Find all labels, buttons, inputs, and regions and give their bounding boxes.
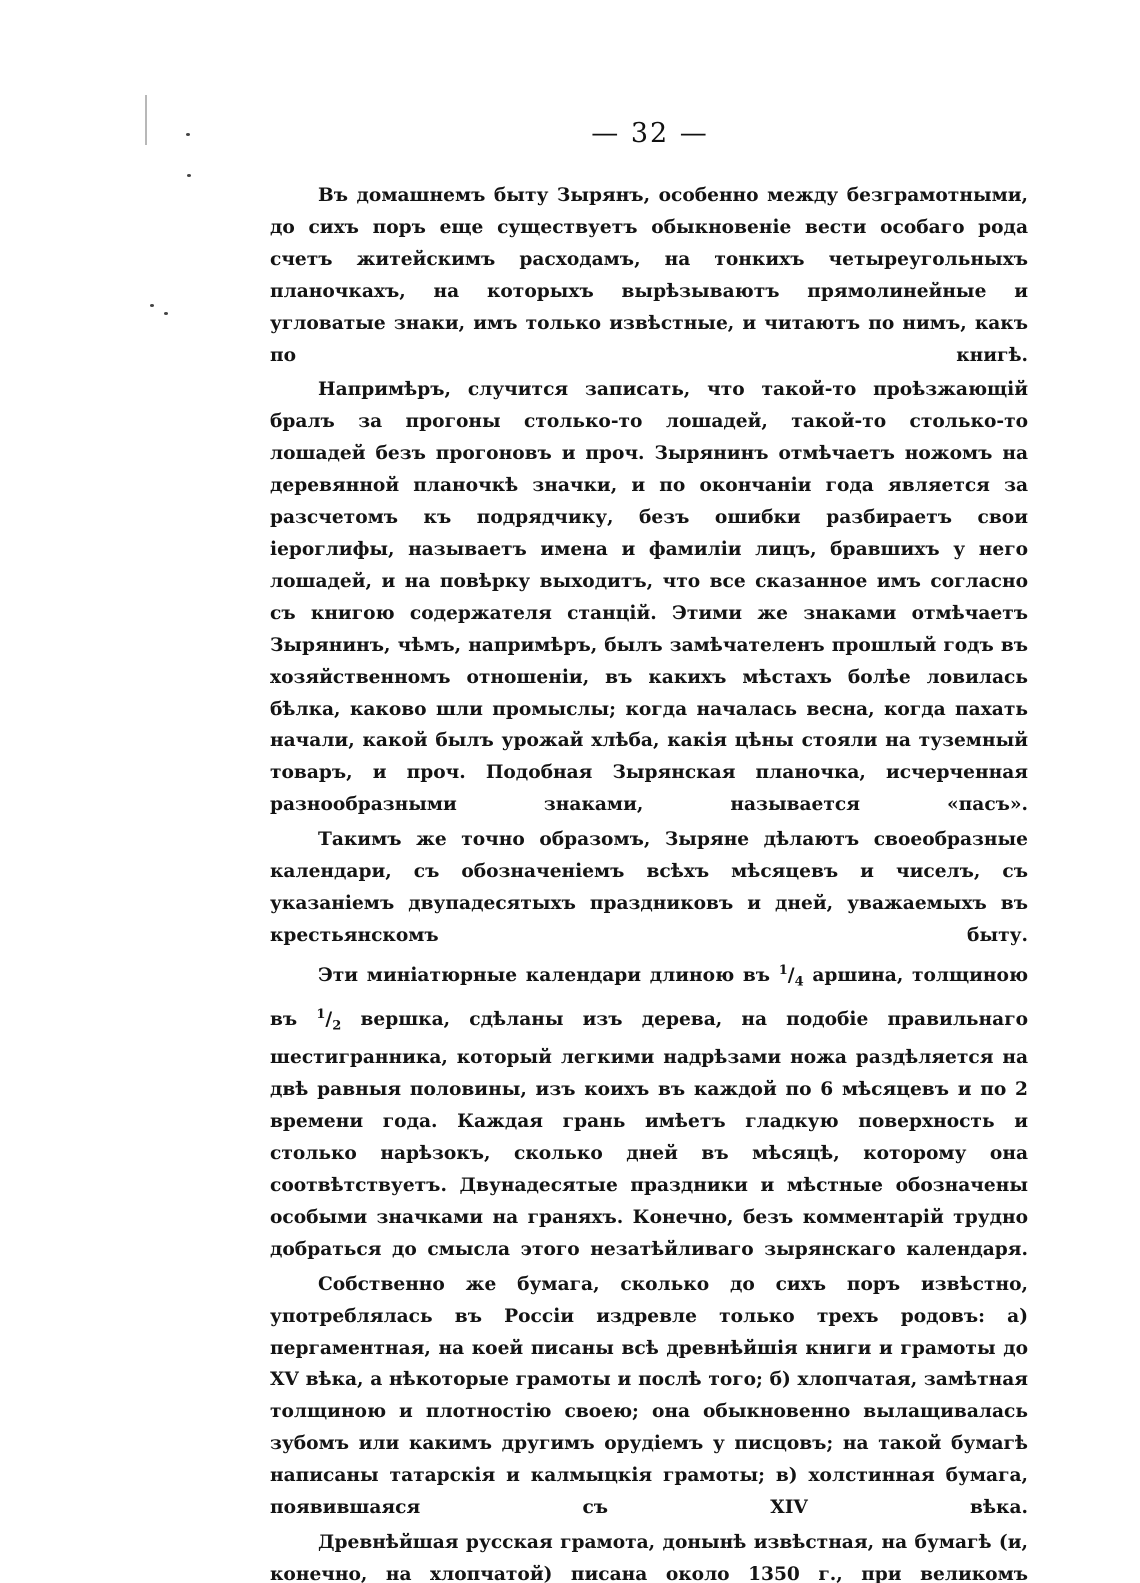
paragraph-text: аршина, толщиною въ [270, 964, 1029, 1030]
paragraph: Такимъ же точно образомъ, Зыряне дѣлаютъ своеобразные календари, съ обозначеніемъ всѣхъ мѣсяцевъ и чиселъ, съ указаніемъ двупадесятыхъ праздниковъ и дней, уважаемыхъ въ крестьянскомъ быту. [270, 829, 1028, 946]
print-speck [150, 304, 154, 307]
fraction-numerator: 1 [316, 1006, 326, 1022]
text-body [270, 180, 1028, 1583]
fraction-denominator: 2 [332, 1018, 342, 1034]
paragraph-with-fractions [270, 955, 1028, 1266]
print-speck [164, 312, 168, 315]
paragraph-text: вершка, сдѣланы изъ дерева, на подобіе правильнаго шестигранника, который легкими надрѣзами ножа раздѣляется на двѣ равныя половины, изъ коихъ въ каждой по 6 мѣсяцевъ и по 2 времени года. Каждая грань имѣетъ гладкую поверхность и столько нарѣзокъ, сколько дней въ мѣсяцѣ, которому она соотвѣтствуетъ. Двунадесятые праздники и мѣстные обозначены особыми значками на граняхъ. Конечно, безъ комментарій трудно добраться до смысла этого незатѣйливаго зырянскаго календаря. [270, 1008, 1028, 1260]
fraction-numerator: 1 [778, 962, 788, 978]
paragraph: Древнѣйшая русская грамота, донынѣ извѣстная, на бумагѣ (и, конечно, на хлопчатой) писана около 1350 г., при великомъ [270, 1531, 1028, 1583]
paragraph-text: Эти миніатюрные календари длиною въ [318, 964, 771, 986]
fraction-half: $^1/_2$ [316, 1006, 342, 1034]
paragraph: Въ домашнемъ быту Зырянъ, особенно между безграмотными, до сихъ поръ еще существуетъ обыкновеніе вести особаго рода счетъ житейскимъ расходамъ, на тонкихъ четыреугольныхъ планочкахъ, на которыхъ вырѣзываютъ прямолинейные и угловатые знаки, имъ только извѣстные, и читаютъ по нимъ, какъ по книгѣ. [270, 185, 1028, 366]
fraction-quarter: $^1/_4$ [778, 962, 804, 990]
page-number: — 32 — [591, 118, 709, 149]
paragraph: Напримѣръ, случится записать, что такой-то проѣзжающій бралъ за прогоны столько-то лошадей, такой-то столько-то лошадей безъ прогоновъ и проч. Зырянинъ отмѣчаетъ ножомъ на деревянной планочкѣ значки, и по окончаніи года является за разсчетомъ къ подрядчику, безъ ошибки разбираетъ свои іероглифы, называетъ имена и фамиліи лицъ, бравшихъ у него лошадей, и на повѣрку выходитъ, что все сказанное имъ согласно съ книгою содержателя станцій. Этими же знаками отмѣчаетъ Зырянинъ, чѣмъ, напримѣръ, былъ замѣчателенъ прошлый годъ въ хозяйственномъ отношеніи, въ какихъ мѣстахъ болѣе ловилась бѣлка, каково шли промыслы; когда началась весна, когда пахать начали, какой былъ урожай хлѣба, какія цѣны стояли на туземный товаръ, и проч. Подобная Зырянская планочка, исчерченная разнообразными знаками, называется «пасъ». [270, 379, 1028, 816]
fraction-denominator: 4 [794, 974, 804, 990]
print-speck [187, 174, 191, 177]
paragraph: Собственно же бумага, сколько до сихъ поръ извѣстно, употреблялась въ Россіи издревле только трехъ родовъ: а) пергаментная, на коей писаны всѣ древнѣйшія книги и грамоты до XV вѣка, а нѣкоторые грамоты и послѣ того; б) хлопчатая, замѣтная толщиною и плотностію своею; она обыкновенно вылащивалась зубомъ или какимъ другимъ орудіемъ у писцовъ; на такой бумагѣ написаны татарскія и калмыцкія грамоты; в) холстинная бумага, появившаяся съ XIV вѣка. [270, 1273, 1028, 1519]
